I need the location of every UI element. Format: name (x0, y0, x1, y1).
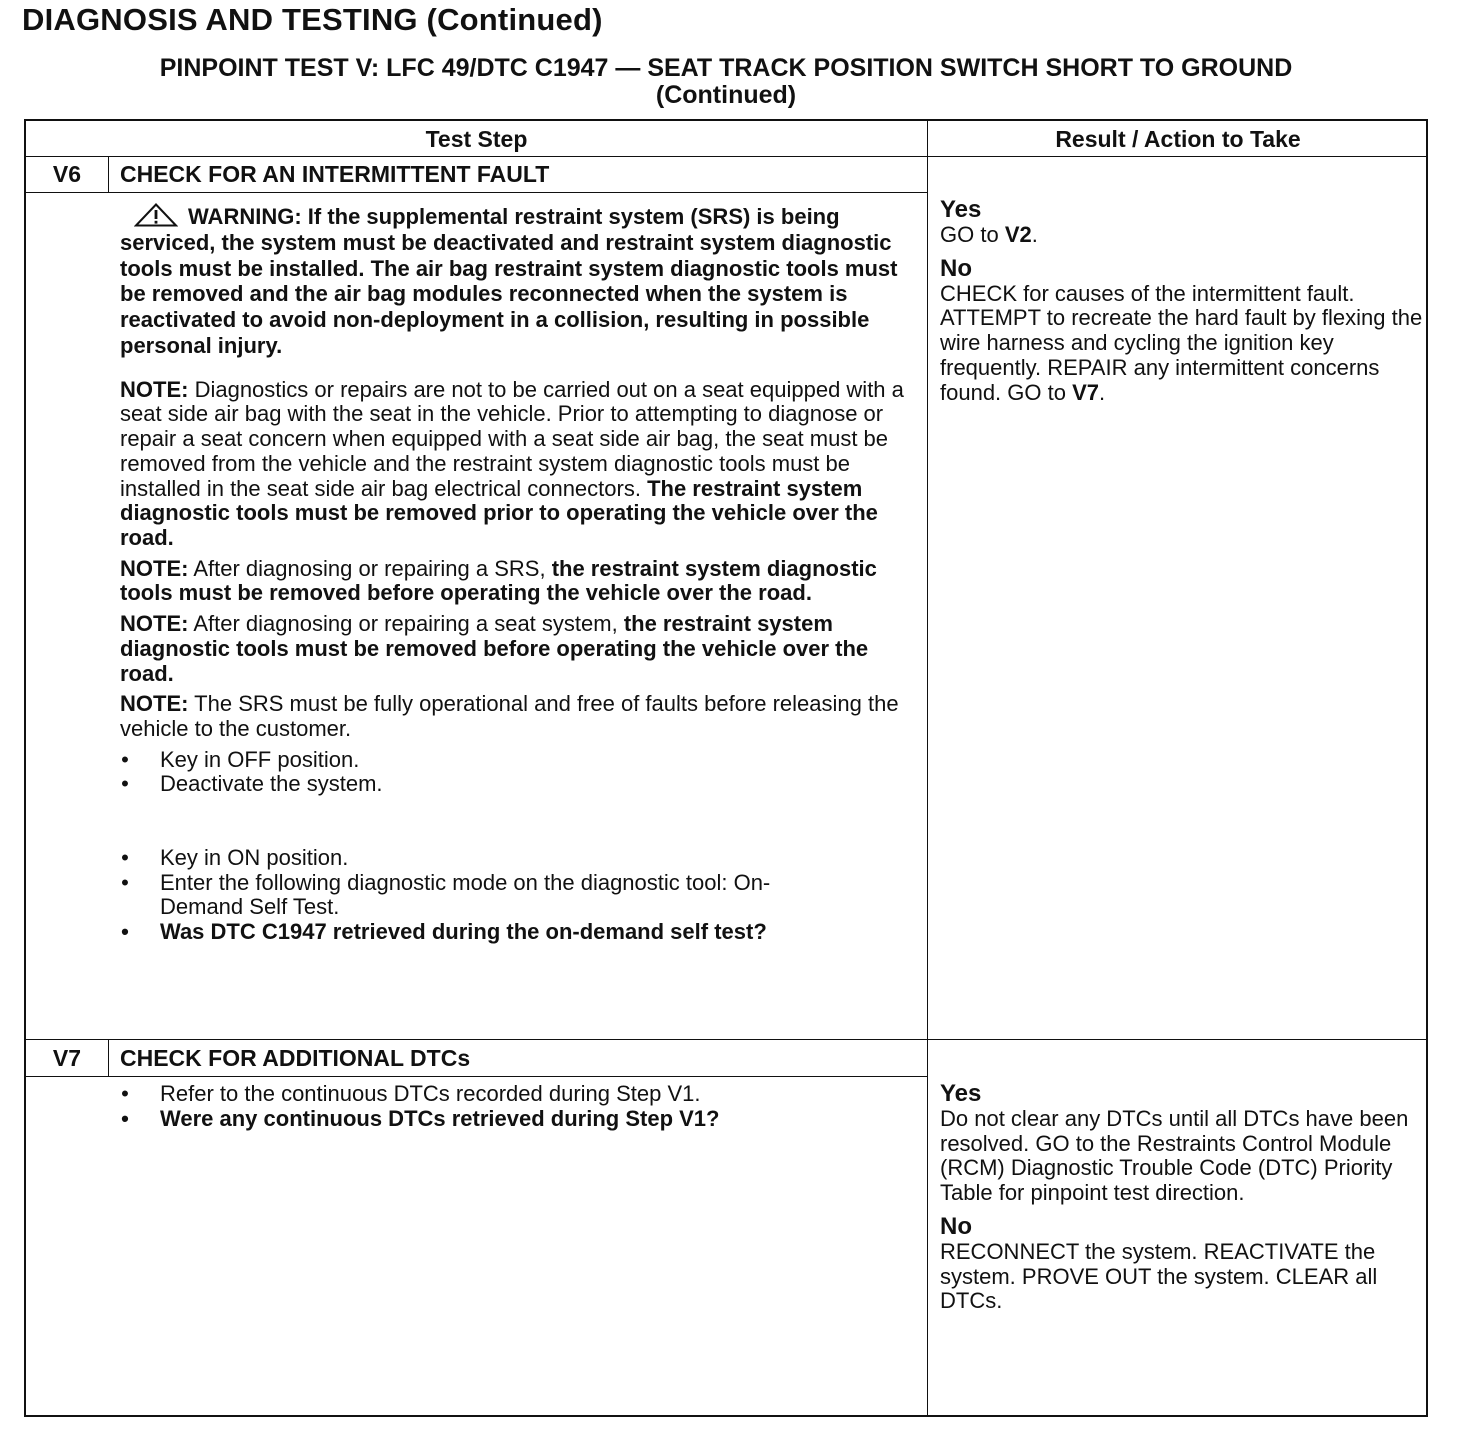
header-test-step: Test Step (425, 126, 528, 152)
list-item: • Deactivate the system. (120, 772, 910, 797)
list-item: • Were any continuous DTCs retrieved during Step V1? (120, 1107, 910, 1132)
list-item: • Key in OFF position. (120, 748, 910, 773)
step-id-v6: V6 (52, 161, 82, 187)
pinpoint-test-title-line2: (Continued) (655, 81, 797, 109)
warning-text: WARNING: If the supplemental restraint system (SRS) is being serviced, the system must be deactivated and restraint system diagnostic tools must be installed. The air bag restraint system diagnostic tools must be removed and the air bag modules reconnected when the system is reactivated to avoid non-deployment in a collision, resulting in possible personal injury. (120, 204, 898, 358)
v7-id-divider (108, 1039, 109, 1076)
note-after-seat-system (120, 612, 910, 686)
note-emphasis: the restraint system diagnostic tools must be removed before operating the vehicle over the road. (120, 555, 877, 606)
page-title: DIAGNOSIS AND TESTING (Continued) (22, 2, 603, 37)
note-text: The SRS must be fully operational and free of faults before releasing the vehicle to the customer. (120, 691, 899, 741)
note-after-srs (120, 557, 910, 606)
step-body-v7 (120, 1082, 910, 1131)
note-label: NOTE: (120, 611, 189, 637)
note-emphasis: The restraint system diagnostic tools must be removed prior to operating the vehicle over the road. (120, 475, 878, 550)
v6-title-divider (26, 192, 927, 193)
note-srs-operational (120, 692, 910, 741)
column-divider (927, 121, 928, 1417)
no-action: RECONNECT the system. REACTIVATE the system. PROVE OUT the system. CLEAR all DTCs. (940, 1238, 1378, 1314)
v7-title-divider (26, 1076, 927, 1077)
note-text: After diagnosing or repairing a seat system, (193, 611, 618, 637)
list-item: • Enter the following diagnostic mode on the diagnostic tool: On-Demand Self Test. (120, 871, 850, 920)
note-label: NOTE: (120, 555, 189, 581)
result-v6 (940, 197, 1430, 413)
list-item: • Refer to the continuous DTCs recorded during Step V1. (120, 1082, 910, 1107)
step-body-v6 (120, 203, 910, 945)
v6-bullet-list-a (120, 748, 910, 797)
pinpoint-test-table (24, 119, 1428, 1417)
step-id-v7: V7 (52, 1045, 82, 1071)
note-label: NOTE: (120, 376, 189, 402)
pinpoint-test-title-line1: PINPOINT TEST V: LFC 49/DTC C1947 — SEAT TRACK POSITION SWITCH SHORT TO GROUND (159, 54, 1293, 82)
result-v7 (940, 1081, 1430, 1322)
v7-bullet-list (120, 1082, 910, 1131)
yes-action: Do not clear any DTCs until all DTCs have been resolved. GO to the Restraints Control Module (RCM) Diagnostic Trouble Code (DTC) Priority Table for pinpoint test direction. (940, 1106, 1409, 1206)
no-action: CHECK for causes of the intermittent fault. ATTEMPT to recreate the hard fault by flexing the wire harness and cycling the ignition key frequently. REPAIR any intermittent concerns found. GO to V7. (940, 280, 1423, 405)
note-text: Diagnostics or repairs are not to be carried out on a seat equipped with a seat side air bag with the seat in the vehicle. Prior to attempting to diagnose or repair a seat concern when equipped with a seat side air bag, the seat must be removed from the vehicle and the restraint system diagnostic tools must be installed in the seat side air bag electrical connectors. (120, 376, 904, 501)
list-item: • Key in ON position. (120, 846, 910, 871)
yes-label: Yes (940, 196, 982, 223)
no-label: No (940, 254, 972, 282)
header-result-action: Result / Action to Take (1055, 126, 1301, 152)
v6-bullet-list-b (120, 846, 910, 945)
note-text: After diagnosing or repairing a SRS, (193, 555, 546, 581)
result-no-v6 (940, 256, 1430, 406)
note-emphasis: the restraint system diagnostic tools must be removed before operating the vehicle over the road. (120, 611, 869, 686)
yes-action: GO to V2. (940, 222, 1038, 247)
step-title-v7: CHECK FOR ADDITIONAL DTCs (120, 1045, 471, 1071)
v6-id-divider (108, 156, 109, 192)
result-yes-v6 (940, 197, 1430, 248)
result-no-v7 (940, 1214, 1430, 1314)
warning-triangle-icon (134, 203, 178, 227)
note-label: NOTE: (120, 691, 189, 717)
warning-paragraph (120, 203, 910, 359)
result-yes-v7 (940, 1081, 1430, 1206)
note-seat-side-air-bag (120, 378, 910, 551)
no-label: No (940, 1212, 972, 1240)
list-item: • Was DTC C1947 retrieved during the on-demand self test? (120, 920, 910, 945)
yes-label: Yes (940, 1080, 982, 1107)
pinpoint-test-title (24, 55, 1428, 109)
step-title-v6: CHECK FOR AN INTERMITTENT FAULT (120, 161, 550, 187)
